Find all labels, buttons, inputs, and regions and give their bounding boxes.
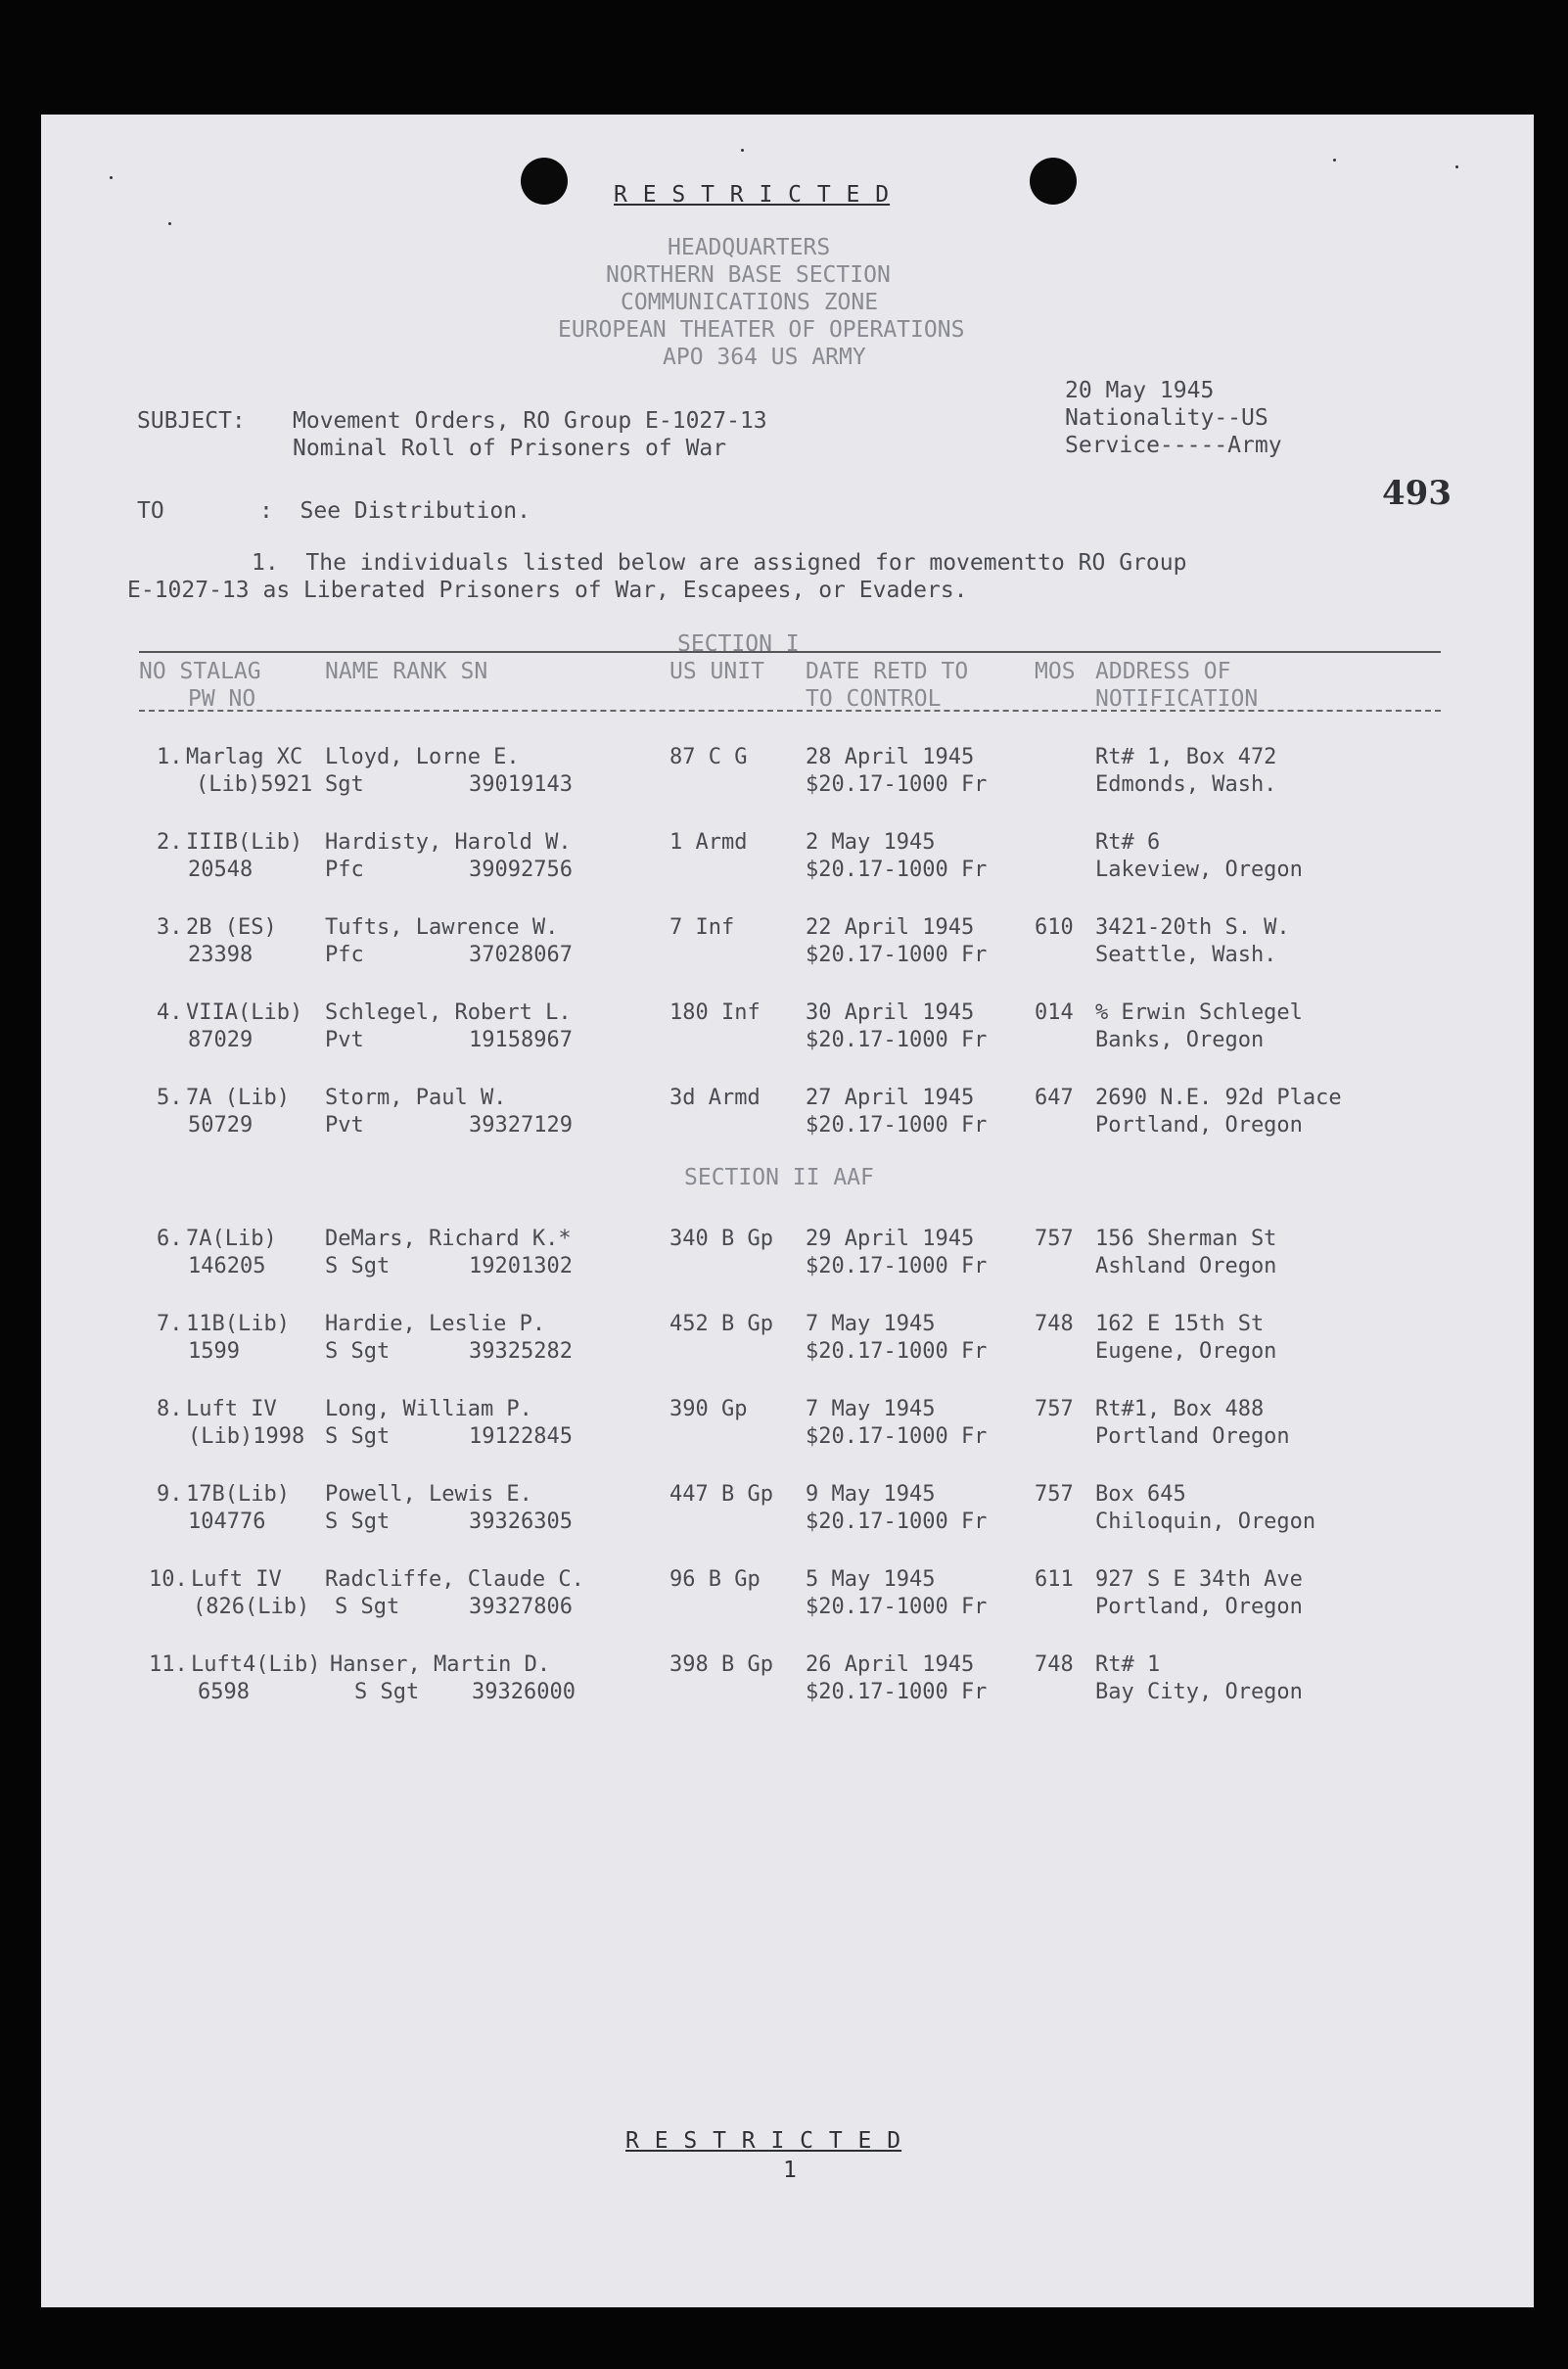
row-pw-no: 104776: [188, 1510, 266, 1534]
header-bottom-rule: [139, 710, 1441, 712]
row-name: Lloyd, Lorne E.: [325, 745, 520, 769]
row-pay: $20.17-1000 Fr: [806, 772, 988, 797]
row-unit: 340 B Gp: [669, 1227, 773, 1251]
row-unit: 87 C G: [669, 745, 748, 769]
col-date-retd: DATE RETD TO: [806, 659, 969, 684]
table-row: [41, 914, 1534, 975]
row-rank: S Sgt: [354, 1680, 420, 1704]
row-rank: Pfc: [325, 943, 364, 967]
row-pay: $20.17-1000 Fr: [806, 858, 988, 882]
row-address-1: % Erwin Schlegel: [1095, 1000, 1303, 1025]
row-unit: 390 Gp: [669, 1397, 748, 1421]
row-stalag: IIIB(Lib): [186, 830, 303, 855]
row-no: 2.: [157, 830, 183, 855]
row-mos: 748: [1035, 1652, 1074, 1677]
row-address-2: Banks, Oregon: [1095, 1028, 1265, 1052]
row-no: 3.: [157, 915, 183, 940]
row-date: 22 April 1945: [806, 915, 975, 940]
row-date: 7 May 1945: [806, 1312, 936, 1336]
row-pw-no: (Lib)5921: [196, 772, 313, 797]
row-unit: 1 Armd: [669, 830, 748, 855]
row-name: Hanser, Martin D.: [330, 1652, 551, 1677]
row-stalag: Marlag XC: [186, 745, 303, 769]
row-address-2: Lakeview, Oregon: [1095, 858, 1303, 882]
row-pay: $20.17-1000 Fr: [806, 1254, 988, 1278]
row-serial: 19122845: [469, 1424, 573, 1449]
row-address-1: 927 S E 34th Ave: [1095, 1567, 1303, 1592]
row-address-1: 2690 N.E. 92d Place: [1095, 1086, 1342, 1110]
row-pay: $20.17-1000 Fr: [806, 1339, 988, 1364]
row-unit: 96 B Gp: [669, 1567, 761, 1592]
row-name: Radcliffe, Claude C.: [325, 1567, 584, 1592]
row-date: 2 May 1945: [806, 830, 936, 855]
row-rank: S Sgt: [325, 1254, 391, 1278]
restricted-footer: R E S T R I C T E D: [625, 2128, 902, 2154]
row-serial: 39325282: [469, 1339, 573, 1364]
service: Service-----Army: [1065, 433, 1282, 458]
row-date: 26 April 1945: [806, 1652, 975, 1677]
row-unit: 447 B Gp: [669, 1482, 773, 1507]
restricted-header: R E S T R I C T E D: [614, 182, 891, 208]
row-address-1: 3421-20th S. W.: [1095, 915, 1290, 940]
table-row: [41, 1651, 1534, 1712]
row-no: 7.: [157, 1312, 183, 1336]
row-stalag: 2B (ES): [186, 915, 277, 940]
row-pw-no: 6598: [198, 1680, 250, 1704]
speck: [1333, 159, 1336, 162]
table-row: [41, 744, 1534, 805]
table-row: [41, 1566, 1534, 1627]
row-rank: S Sgt: [325, 1339, 391, 1364]
table-row: [41, 1396, 1534, 1457]
row-pw-no: 87029: [188, 1028, 254, 1052]
row-unit: 7 Inf: [669, 915, 735, 940]
org-line-4: EUROPEAN THEATER OF OPERATIONS: [558, 317, 965, 343]
row-mos: 757: [1035, 1482, 1074, 1507]
row-address-2: Portland, Oregon: [1095, 1113, 1303, 1138]
speck: [1455, 165, 1458, 168]
row-address-1: Rt# 1: [1095, 1652, 1161, 1677]
row-stalag: VIIA(Lib): [186, 1000, 303, 1025]
row-pw-no: 50729: [188, 1113, 254, 1138]
row-address-2: Portland, Oregon: [1095, 1595, 1303, 1619]
row-rank: Pvt: [325, 1113, 364, 1138]
col-no-stalag: NO STALAG: [139, 659, 261, 684]
row-pay: $20.17-1000 Fr: [806, 1510, 988, 1534]
row-name: Tufts, Lawrence W.: [325, 915, 559, 940]
row-address-1: 156 Sherman St: [1095, 1227, 1277, 1251]
row-pw-no: 1599: [188, 1339, 240, 1364]
row-date: 27 April 1945: [806, 1086, 975, 1110]
row-serial: 39092756: [469, 858, 573, 882]
row-rank: Pvt: [325, 1028, 364, 1052]
row-pw-no: (826(Lib): [193, 1595, 310, 1619]
row-pay: $20.17-1000 Fr: [806, 1028, 988, 1052]
row-unit: 180 Inf: [669, 1000, 761, 1025]
page-mark: 493: [1382, 474, 1452, 513]
table-row: [41, 999, 1534, 1060]
row-no: 11.: [149, 1652, 188, 1677]
row-pw-no: 20548: [188, 858, 254, 882]
row-no: 1.: [157, 745, 183, 769]
row-mos: 757: [1035, 1397, 1074, 1421]
row-stalag: 7A (Lib): [186, 1086, 290, 1110]
row-pw-no: (Lib)1998: [188, 1424, 305, 1449]
row-mos: 014: [1035, 1000, 1074, 1025]
row-date: 7 May 1945: [806, 1397, 936, 1421]
row-mos: 610: [1035, 915, 1074, 940]
row-serial: 39327806: [469, 1595, 573, 1619]
speck: [110, 176, 113, 179]
row-unit: 452 B Gp: [669, 1312, 773, 1336]
table-row: [41, 1085, 1534, 1145]
row-address-2: Edmonds, Wash.: [1095, 772, 1277, 797]
punch-hole-left: [521, 158, 568, 205]
row-address-2: Chiloquin, Oregon: [1095, 1510, 1316, 1534]
subject-line-1: Movement Orders, RO Group E-1027-13: [293, 408, 767, 434]
row-address-1: Rt# 1, Box 472: [1095, 745, 1277, 769]
row-stalag: Luft IV: [191, 1567, 282, 1592]
header-top-rule: [139, 651, 1441, 653]
row-no: 5.: [157, 1086, 183, 1110]
org-line-1: HEADQUARTERS: [668, 235, 831, 260]
col-address: ADDRESS OF: [1095, 659, 1231, 684]
row-pay: $20.17-1000 Fr: [806, 1680, 988, 1704]
speck: [168, 222, 171, 225]
row-mos: 611: [1035, 1567, 1074, 1592]
row-address-1: Box 645: [1095, 1482, 1186, 1507]
row-no: 9.: [157, 1482, 183, 1507]
row-serial: 39326000: [472, 1680, 576, 1704]
row-stalag: 17B(Lib): [186, 1482, 290, 1507]
row-serial: 39327129: [469, 1113, 573, 1138]
row-no: 8.: [157, 1397, 183, 1421]
row-serial: 39019143: [469, 772, 573, 797]
table-row: [41, 1311, 1534, 1371]
row-date: 30 April 1945: [806, 1000, 975, 1025]
col-us-unit: US UNIT: [669, 659, 764, 684]
row-name: Long, William P.: [325, 1397, 532, 1421]
col-name-rank-sn: NAME RANK SN: [325, 659, 488, 684]
org-line-5: APO 364 US ARMY: [663, 345, 866, 370]
col-notification: NOTIFICATION: [1095, 686, 1259, 712]
date: 20 May 1945: [1065, 378, 1215, 403]
row-serial: 39326305: [469, 1510, 573, 1534]
row-date: 5 May 1945: [806, 1567, 936, 1592]
row-name: Powell, Lewis E.: [325, 1482, 532, 1507]
row-rank: S Sgt: [325, 1424, 391, 1449]
paragraph-line-2: E-1027-13 as Liberated Prisoners of War, Escapees, or Evaders.: [127, 578, 968, 603]
row-address-1: 162 E 15th St: [1095, 1312, 1265, 1336]
row-pay: $20.17-1000 Fr: [806, 1113, 988, 1138]
row-pw-no: 23398: [188, 943, 254, 967]
row-pay: $20.17-1000 Fr: [806, 943, 988, 967]
row-rank: Pfc: [325, 858, 364, 882]
row-pay: $20.17-1000 Fr: [806, 1595, 988, 1619]
row-name: Hardie, Leslie P.: [325, 1312, 546, 1336]
row-name: Storm, Paul W.: [325, 1086, 507, 1110]
row-rank: S Sgt: [325, 1510, 391, 1534]
row-unit: 3d Armd: [669, 1086, 761, 1110]
row-stalag: 7A(Lib): [186, 1227, 277, 1251]
row-mos: 757: [1035, 1227, 1074, 1251]
row-no: 4.: [157, 1000, 183, 1025]
row-mos: 647: [1035, 1086, 1074, 1110]
subject-label: SUBJECT:: [137, 408, 246, 434]
punch-hole-right: [1030, 158, 1077, 205]
section-2-title: SECTION II AAF: [684, 1165, 874, 1190]
page-number: 1: [783, 2158, 797, 2183]
col-to-control: TO CONTROL: [806, 686, 942, 712]
row-no: 10.: [149, 1567, 188, 1592]
row-rank: Sgt: [325, 772, 364, 797]
row-serial: 37028067: [469, 943, 573, 967]
row-address-1: Rt#1, Box 488: [1095, 1397, 1265, 1421]
row-address-2: Eugene, Oregon: [1095, 1339, 1277, 1364]
row-pw-no: 146205: [188, 1254, 266, 1278]
row-address-1: Rt# 6: [1095, 830, 1161, 855]
row-serial: 19158967: [469, 1028, 573, 1052]
section-1-title: SECTION I: [677, 631, 800, 657]
row-stalag: Luft IV: [186, 1397, 277, 1421]
col-mos: MOS: [1035, 659, 1076, 684]
row-unit: 398 B Gp: [669, 1652, 773, 1677]
row-address-2: Ashland Oregon: [1095, 1254, 1277, 1278]
row-mos: 748: [1035, 1312, 1074, 1336]
table-row: [41, 1226, 1534, 1286]
to-value: : See Distribution.: [259, 498, 530, 524]
nationality: Nationality--US: [1065, 405, 1268, 431]
row-stalag: Luft4(Lib): [191, 1652, 321, 1677]
subject-line-2: Nominal Roll of Prisoners of War: [293, 436, 727, 461]
row-address-2: Seattle, Wash.: [1095, 943, 1277, 967]
col-pw-no: PW NO: [188, 686, 256, 712]
row-date: 28 April 1945: [806, 745, 975, 769]
row-address-2: Portland Oregon: [1095, 1424, 1290, 1449]
to-label: TO: [137, 498, 164, 524]
table-row: [41, 829, 1534, 890]
row-name: Hardisty, Harold W.: [325, 830, 572, 855]
row-stalag: 11B(Lib): [186, 1312, 290, 1336]
row-name: Schlegel, Robert L.: [325, 1000, 572, 1025]
row-pay: $20.17-1000 Fr: [806, 1424, 988, 1449]
document-page: [41, 115, 1534, 2307]
row-address-2: Bay City, Oregon: [1095, 1680, 1303, 1704]
org-line-2: NORTHERN BASE SECTION: [606, 262, 891, 288]
row-rank: S Sgt: [335, 1595, 400, 1619]
row-date: 29 April 1945: [806, 1227, 975, 1251]
row-serial: 19201302: [469, 1254, 573, 1278]
row-no: 6.: [157, 1227, 183, 1251]
table-row: [41, 1481, 1534, 1542]
paragraph-line-1: 1. The individuals listed below are assigned for movementto RO Group: [252, 550, 1187, 576]
row-name: DeMars, Richard K.*: [325, 1227, 572, 1251]
org-line-3: COMMUNICATIONS ZONE: [621, 290, 879, 315]
row-date: 9 May 1945: [806, 1482, 936, 1507]
speck: [741, 149, 744, 152]
